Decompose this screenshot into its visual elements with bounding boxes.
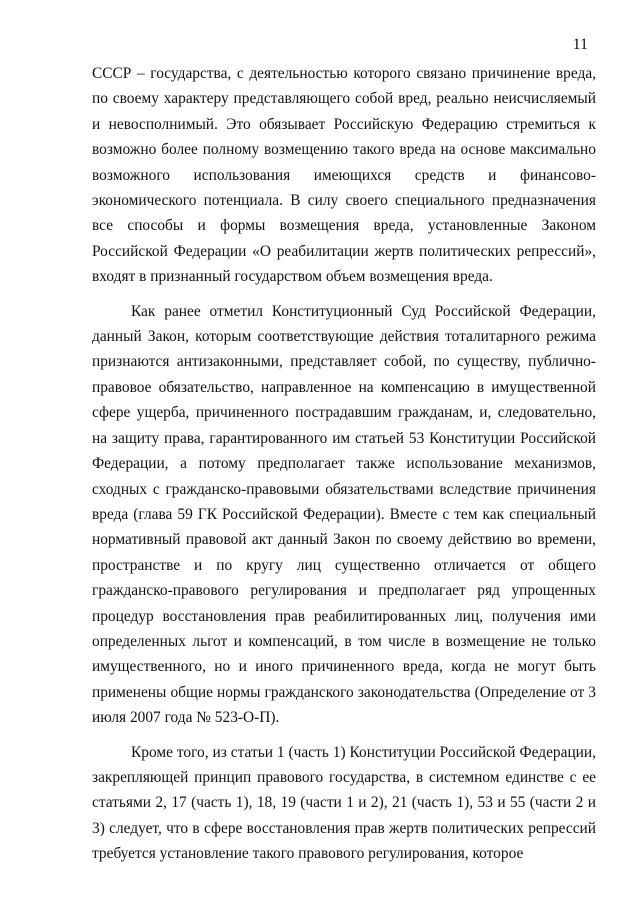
page-number: 11 <box>572 36 588 53</box>
document-body <box>92 61 596 867</box>
paragraph-constitutional-court: Как ранее отметил Конституционный Суд Российской Федерации, данный Закон, которым соответствующие действия тоталитарного режима признаются антизаконными, представляет собой, по существу, публично-правовое обязательство, направленное на компенсацию в имущественной сфере ущерба, причиненного пострадавшим гражданам, и, следовательно, на защиту права, гарантированного им статьей 53 Конституции Российской Федерации, а потому предполагает также использование механизмов, сходных с гражданско-правовыми обязательствами вследствие причинения вреда (глава 59 ГК Российской Федерации). Вместе с тем как специальный нормативный правовой акт данный Закон по своему действию во времени, пространстве и по кругу лиц существенно отличается от общего гражданско-правового регулирования и предполагает ряд упрощенных процедур восстановления прав реабилитированных лиц, получения ими определенных льгот и компенсаций, в том числе в возмещение не только имущественного, но и иного причиненного вреда, когда не могут быть применены общие нормы гражданского законодательства (Определение от 3 июля 2007 года № 523-О-П). <box>92 302 596 727</box>
paragraph-continuation: СССР – государства, с деятельностью которого связано причинение вреда, по своему характеру представляющего собой вред, реально неисчисляемый и невосполнимый. Это обязывает Российскую Федерацию стремиться к возможно более полному возмещению такого вреда на основе максимально возможного использования имеющихся средств и финансово-экономического потенциала. В силу своего специального предназначения все способы и формы возмещения вреда, установленные Законом Российской Федерации «О реабилитации жертв политических репрессий», входят в признанный государством объем возмещения вреда. <box>92 65 596 286</box>
paragraph-article-one: Кроме того, из статьи 1 (часть 1) Конституции Российской Федерации, закрепляющей принцип правового государства, в системном единстве с ее статьями 2, 17 (часть 1), 18, 19 (части 1 и 2), 21 (часть 1), 53 и 55 (части 2 и 3) следует, что в сфере восстановления прав жертв политических репрессий требуется установление такого правового регулирования, которое <box>92 743 596 863</box>
